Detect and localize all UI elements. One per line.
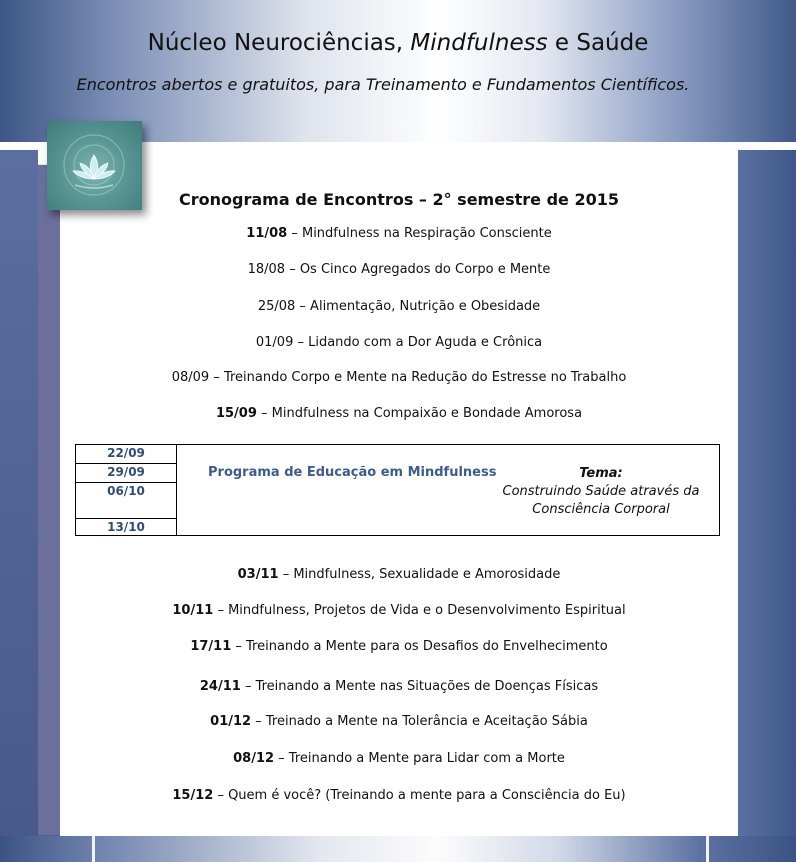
schedule-title: Cronograma de Encontros – 2° semestre de 2015 (179, 190, 619, 209)
footer-background (0, 836, 796, 862)
schedule-entry: 08/12 – Treinando a Mente para Lidar com a Morte (233, 751, 565, 766)
program-table (75, 444, 720, 536)
page-subtitle: Encontros abertos e gratuitos, para Treinamento e Fundamentos Científicos. (76, 75, 690, 94)
program-date: 13/10 (107, 520, 145, 534)
schedule-entry: 08/09 – Treinando Corpo e Mente na Redução do Estresse no Trabalho (171, 370, 627, 385)
schedule-entry: 25/08 – Alimentação, Nutrição e Obesidade (257, 299, 541, 314)
schedule-entry: 15/12 – Quem é você? (Treinando a mente para a Consciência do Eu) (172, 788, 626, 803)
schedule-entry: 17/11 – Treinando a Mente para os Desafios do Envelhecimento (190, 639, 608, 654)
theme-line: Consciência Corporal (532, 502, 670, 517)
footer-line-right (706, 836, 709, 862)
program-date: 22/09 (107, 446, 145, 460)
program-theme (496, 465, 706, 519)
schedule-entry: 15/09 – Mindfulness na Compaixão e Bondade Amorosa (215, 406, 583, 421)
schedule-entry: 01/09 – Lidando com a Dor Aguda e Crônica (255, 335, 543, 350)
page-title: Núcleo Neurociências, Mindfulness e Saúde (147, 30, 649, 56)
table-divider (76, 463, 176, 464)
lotus-icon (47, 121, 142, 210)
table-divider (76, 518, 176, 519)
schedule-entry: 10/11 – Mindfulness, Projetos de Vida e o Desenvolvimento Espiritual (172, 603, 626, 618)
table-divider (76, 482, 176, 483)
left-border (0, 150, 38, 862)
title-emphasis: Mindfulness (410, 30, 548, 56)
schedule-entry: 18/08 – Os Cinco Agregados do Corpo e Mente (247, 262, 551, 277)
left-inner-border (38, 165, 60, 835)
program-dates-column (76, 445, 177, 535)
theme-line: Construindo Saúde através da (502, 484, 700, 499)
right-border (738, 150, 796, 862)
schedule-entry: 01/12 – Treinado a Mente na Tolerância e Aceitação Sábia (210, 714, 588, 729)
schedule-entry: 11/08 – Mindfulness na Respiração Consciente (246, 226, 552, 241)
program-date: 29/09 (107, 465, 145, 479)
program-name: Programa de Educação em Mindfulness (208, 465, 497, 480)
program-date: 06/10 (107, 484, 145, 498)
theme-label: Tema: (579, 466, 623, 481)
schedule-entry: 03/11 – Mindfulness, Sexualidade e Amorosidade (237, 567, 561, 582)
footer-line-left (92, 836, 95, 862)
schedule-entry: 24/11 – Treinando a Mente nas Situações de Doenças Físicas (199, 679, 599, 694)
